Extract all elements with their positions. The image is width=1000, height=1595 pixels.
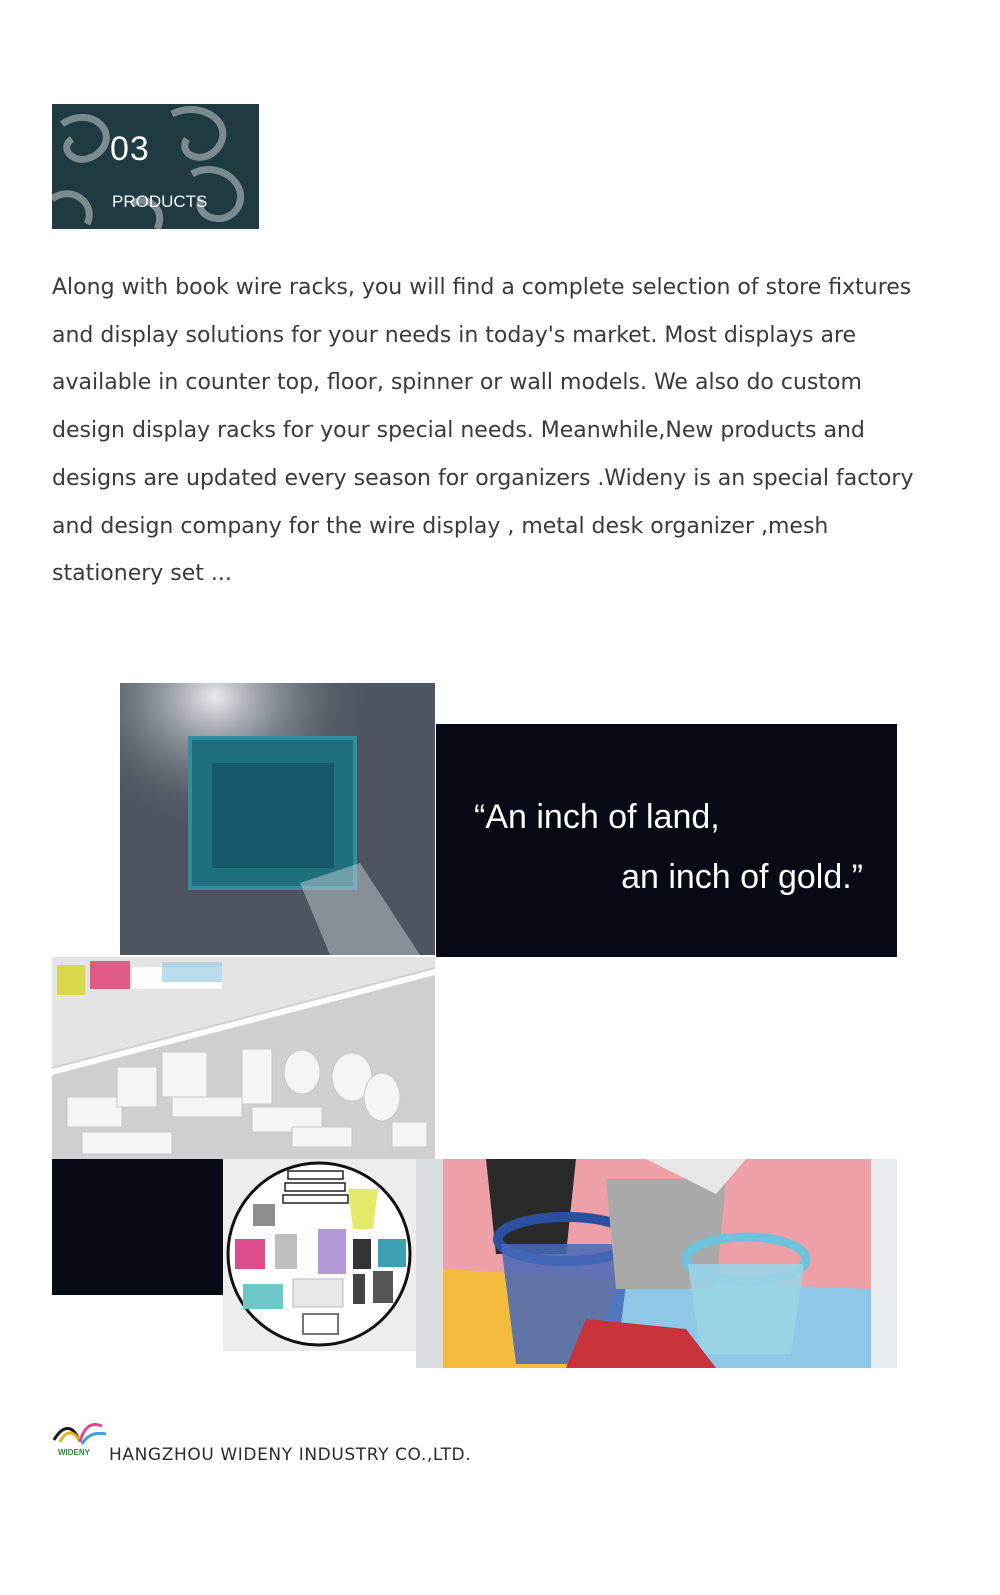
- circle-collage-illustration: [223, 1159, 416, 1351]
- intro-paragraph: Along with book wire racks, you will find a complete selection of store fixtures and display solutions for your needs in today's market. Most displays are available in counter top, floor, spinner or wall models. We also do custom design display racks for your special needs. Meanwhile,New products and designs are updated every season for organizers .Wideny is an special factory and design company for the wire display , metal desk organizer ,mesh stationery set ...: [52, 275, 914, 587]
- circle-collage-photo: [223, 1159, 416, 1351]
- quote-line-1: “An inch of land,: [474, 798, 720, 836]
- section-label: PRODUCTS: [112, 192, 208, 211]
- white-organizers-illustration: [52, 957, 435, 1159]
- blue-basket-illustration: [120, 683, 435, 955]
- quote-line-2: an inch of gold.”: [621, 858, 863, 896]
- logo-wordmark: WIDENY: [58, 1448, 90, 1457]
- blue-basket-photo: [120, 683, 435, 955]
- section-number: 03: [110, 130, 150, 168]
- mesh-cups-photo: [416, 1159, 897, 1368]
- section-badge: [52, 104, 259, 229]
- company-name: HANGZHOU WIDENY INDUSTRY CO.,LTD.: [109, 1445, 472, 1465]
- wideny-logo-icon: [52, 1420, 106, 1448]
- dark-block: [52, 1159, 223, 1295]
- company-logo: [52, 1420, 106, 1462]
- mesh-cups-illustration: [416, 1159, 897, 1368]
- white-organizers-photo: [52, 957, 435, 1159]
- quote-panel: [436, 724, 897, 957]
